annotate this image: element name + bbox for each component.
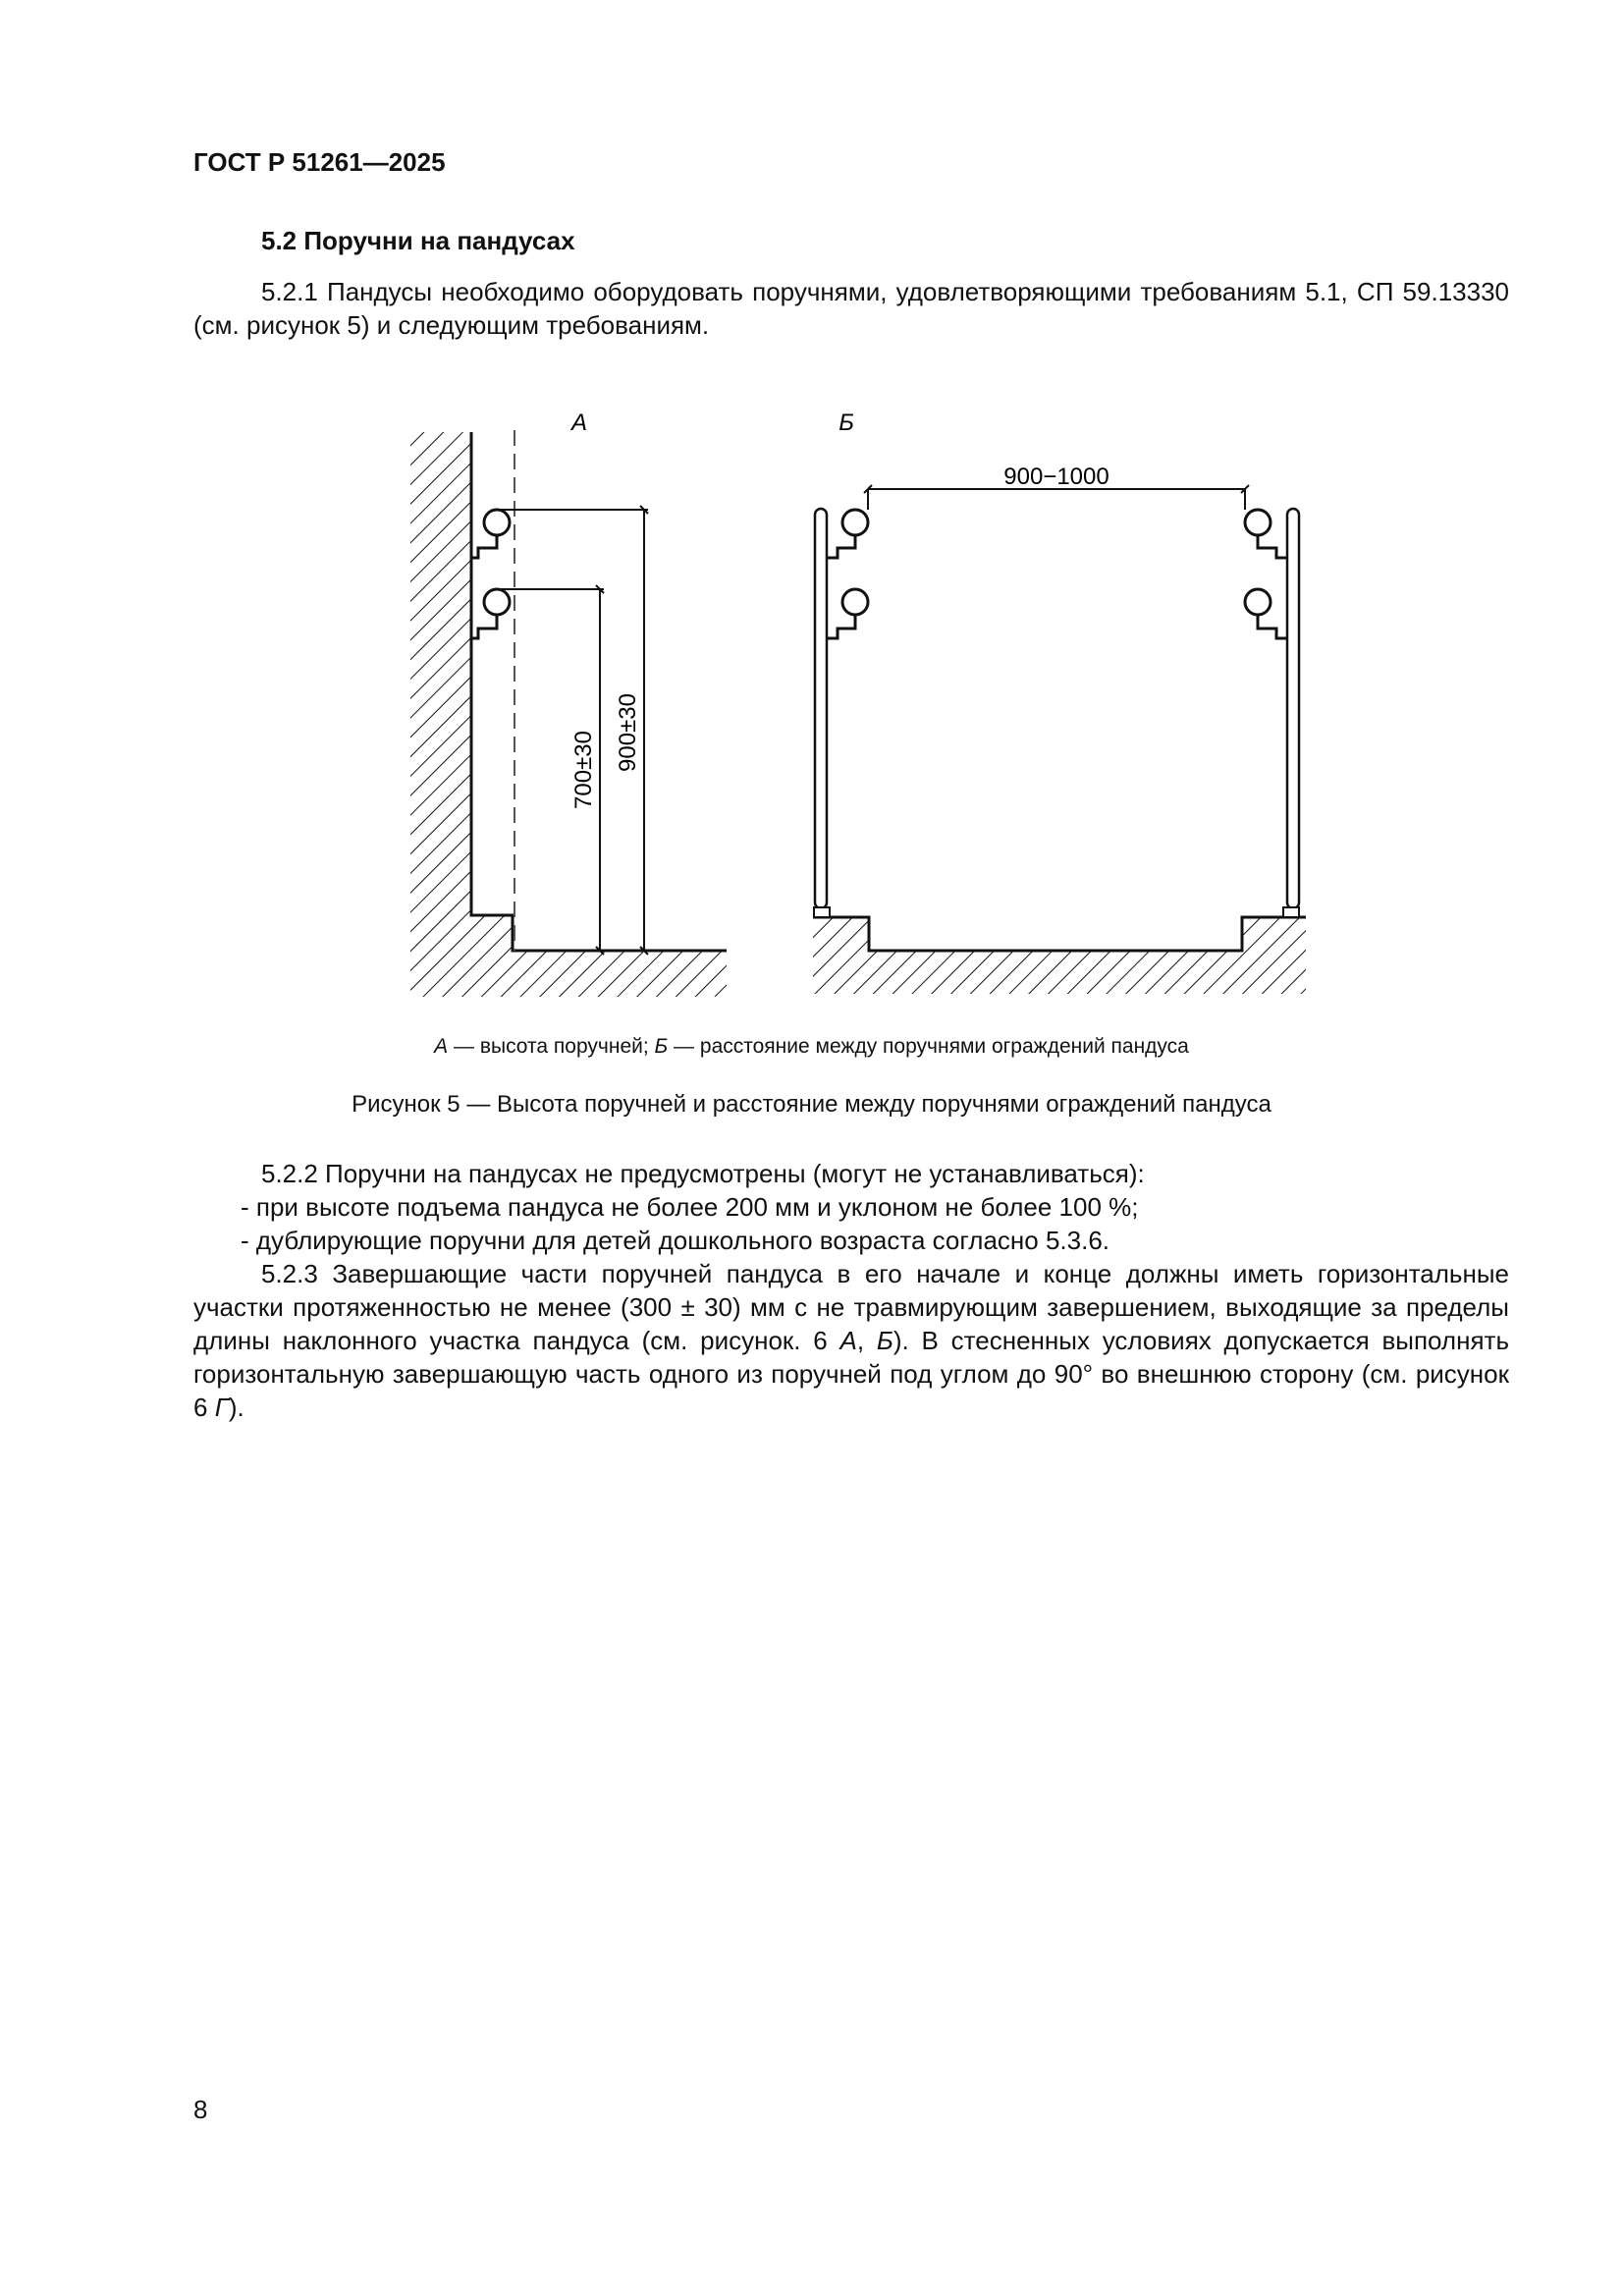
dimension-900-1000-label: 900−1000 [1003,464,1109,490]
figure-caption: Рисунок 5 — Высота поручней и расстояние между поручнями ограждений пандуса [352,1091,1271,1118]
panel-b-left-post [814,509,868,917]
dimension-900-label: 900±30 [615,693,641,772]
dimension-700-label: 700±30 [570,731,597,809]
paragraph-5-2-2-intro: 5.2.2 Поручни на пандусах не предусмотрены (могут не устанавливаться): [261,1159,1145,1188]
legend-letter-b: Б [654,1035,669,1058]
panel-a-wall-and-floor [410,432,727,997]
figure-legend [0,1035,1623,1059]
list-item: - при высоте подъема пандуса не более 200 мм и уклоном не более 100 %; [241,1192,1139,1222]
panel-a-label: А [570,410,588,436]
panel-b-label: Б [839,410,854,436]
document-code-header: ГОСТ Р 51261—2025 [193,147,446,177]
paragraph-5-2-1-text: 5.2.1 Пандусы необходимо оборудовать поручнями, удовлетворяющими требованиям 5.1, СП 59.13330 (см. рисунок 5) и следующим требованиям. [193,277,1509,340]
reference-a: А [839,1326,857,1355]
legend-text-a: — высота поручней; [448,1035,655,1058]
paragraph-5-2-3-part3: ). [228,1393,244,1422]
section-title: 5.2 Поручни на пандусах [261,226,575,255]
figure-5-drawing [0,0,1623,1041]
reference-g: Г [214,1393,229,1422]
legend-letter-a: А [434,1035,449,1058]
list-item: - дублирующие поручни для детей дошкольного возраста согласно 5.3.6. [241,1226,1110,1255]
panel-b-right-post [1245,509,1299,917]
panel-b-dimension-line [868,489,1245,510]
panel-a-upper-handrail [471,510,510,558]
paragraph-5-2-3-part1: 5.2.3 Завершающие части поручней пандуса в его начале и конце должны иметь горизонтальные участки протяженностью не менее (300 ± 30) мм с не травмирующим завершением, выходящие за пределы длины наклонного участка пандуса (см. рисунок. 6 [193,1259,1509,1355]
clauses-5-2-2-and-5-2-3 [193,1157,1509,1424]
panel-a-lower-handrail [471,589,510,638]
reference-separator: , [856,1326,877,1355]
page-number: 8 [193,2095,208,2124]
legend-text-b: — расстояние между поручнями ограждений пандуса [668,1035,1189,1058]
paragraph-5-2-3-part2: ). В стесненных условиях допускается выполнять горизонтальную завершающую часть одного из поручней под углом до 90° во внешнюю сторону (см. рисунок 6 [193,1326,1509,1422]
panel-b-floor [813,917,1306,994]
paragraph-5-2-3 [193,1257,1509,1424]
reference-b: Б [876,1326,893,1355]
